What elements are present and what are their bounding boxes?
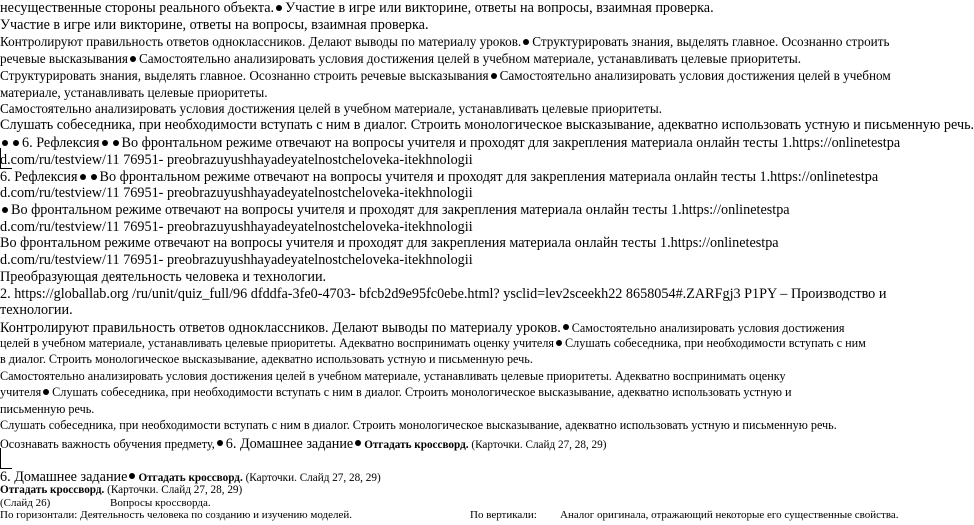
text: Слушать собеседника, при необходимости вступать с ним в диалог. Строить монологическое высказывание, адекватно использовать устную и письменную речь. (0, 418, 837, 432)
text-line (0, 498, 50, 509)
text-line (0, 386, 792, 398)
text: Контролируют правильность ответов одноклассников. Делают выводы по материалу уроков. (0, 34, 522, 49)
text: Участие в игре или викторине, ответы на вопросы, взаимная проверка. (285, 0, 714, 16)
text-line (0, 510, 352, 521)
text: несущественные стороны реального объекта. (0, 0, 275, 16)
text: речевые высказывания (0, 51, 128, 66)
text: Осознавать важность обучения предмету, (0, 437, 215, 451)
text: Самостоятельно анализировать условия достижения целей в учебном (499, 68, 891, 83)
text: Самостоятельно анализировать условия достижения целей в учебном материале, устанавливать целевые приоритеты. (0, 101, 663, 116)
bullet-icon (2, 207, 8, 213)
text-line (0, 69, 891, 82)
bullet-icon (355, 440, 361, 446)
bullet-icon (130, 56, 136, 62)
text-line (0, 370, 786, 382)
bullet-icon (217, 440, 223, 446)
bullet-icon (102, 140, 108, 146)
text-line (0, 353, 533, 365)
bullet-icon (129, 473, 135, 479)
text: Слушать собеседника, при необходимости вступать с ним в диалог. Строить монологическое высказывание, адекватно использовать устную и письменную речь. (0, 117, 974, 133)
text: 6. Домашнее задание (0, 469, 128, 485)
text-line (0, 320, 844, 336)
text-line (0, 1, 714, 15)
text: Слушать собеседника, при необходимости вступать с ним в диалог. Строить монологическое высказывание, адекватно использовать устную и (52, 385, 792, 399)
text: 2. https://globallab.org /ru/unit/quiz_full/96 dfddfa-3fe0-4703- bfcb2d9e95fc0ebe.html? ysclid=lev2sceekh22 8658054#.ZARFgj3 P1PY – Производство и (0, 286, 887, 302)
text: Участие в игре или викторине, ответы на вопросы, взаимная проверка. (0, 17, 429, 33)
text: Структурировать знания, выделять главное. Осознанно строить речевые высказывания (0, 68, 489, 83)
bullet-icon (563, 324, 569, 330)
text-line (0, 86, 268, 99)
text: Во фронтальном режиме отвечают на вопросы учителя и проходят для закрепления материала онлайн тесты 1.https://onlinetestpa (0, 235, 779, 251)
text: Отгадать кроссворд. (364, 439, 469, 451)
text: 6. Рефлексия (0, 169, 78, 185)
table-cell-corner (0, 148, 12, 169)
text-line (0, 337, 866, 349)
text-line (0, 485, 242, 496)
text-line (0, 270, 326, 284)
text: Отгадать кроссворд. (0, 484, 105, 496)
bullet-icon (523, 39, 529, 45)
text: технологии. (0, 302, 73, 318)
text: По вертикали: (470, 509, 537, 521)
text-line (0, 35, 890, 48)
text: d.com/ru/testview/11 76951- preobrazuyushhayadeyatelnostcheloveka-itekhnologii (0, 152, 473, 168)
bullet-icon (2, 140, 8, 146)
text: По горизонтали: Деятельность человека по созданию и изучению моделей. (0, 509, 353, 521)
text: в диалог. Строить монологическое высказывание, адекватно использовать устную и письменную речь. (0, 352, 533, 366)
text: Самостоятельно анализировать условия достижения целей в учебном материале, устанавливать целевые приоритеты. (139, 51, 802, 66)
bullet-icon (556, 340, 562, 346)
text: d.com/ru/testview/11 76951- preobrazuyushhayadeyatelnostcheloveka-itekhnologii (0, 252, 473, 268)
text: учителя (0, 385, 42, 399)
text-line (0, 203, 790, 217)
text-line (0, 118, 974, 132)
bullet-icon (276, 5, 282, 11)
text: Контролируют правильность ответов одноклассников. Делают выводы по материалу уроков. (0, 320, 561, 336)
text: Структурировать знания, выделять главное. Осознанно строить (532, 34, 890, 49)
text: Во фронтальном режиме отвечают на вопросы учителя и проходят для закрепления материала онлайн тесты 1.https://onlinetestpa (11, 202, 790, 218)
text-line (0, 303, 73, 317)
text-line (0, 18, 429, 32)
text-line (0, 136, 900, 150)
text-line (560, 510, 899, 521)
bullet-icon (491, 73, 497, 79)
text-line (0, 102, 662, 115)
text: Самостоятельно анализировать условия достижения (571, 321, 845, 335)
text: Во фронтальном режиме отвечают на вопросы учителя и проходят для закрепления материала онлайн тесты 1.https://onlinetestpa (121, 135, 901, 151)
text-line (0, 436, 606, 452)
text-line (0, 253, 473, 267)
text-line (0, 186, 473, 200)
bullet-icon (113, 140, 119, 146)
text: d.com/ru/testview/11 76951- preobrazuyushhayadeyatelnostcheloveka-itekhnologii (0, 219, 473, 235)
text-line (470, 510, 537, 521)
bullet-icon (13, 140, 19, 146)
text: 6. Домашнее задание (225, 436, 354, 452)
text: (Карточки. Слайд 27, 28, 29) (107, 484, 243, 496)
table-cell-corner (0, 448, 12, 469)
text: 6. Рефлексия (22, 135, 100, 151)
text: Аналог оригинала, отражающий некоторые его существенные свойства. (560, 509, 899, 521)
bullet-icon (43, 389, 49, 395)
text-line (0, 170, 878, 184)
text: письменную речь. (0, 402, 95, 416)
text-line (0, 469, 381, 485)
text: (Карточки. Слайд 27, 28, 29) (245, 472, 381, 484)
text-line (0, 419, 837, 431)
text-line (0, 52, 801, 65)
text-line (110, 498, 211, 509)
text: Отгадать кроссворд. (138, 472, 243, 484)
text: Вопросы кроссворда. (110, 497, 211, 509)
bullet-icon (80, 174, 86, 180)
text: (Слайд 26) (0, 497, 51, 509)
bullet-icon (91, 174, 97, 180)
text: Слушать собеседника, при необходимости вступать с ним (565, 336, 866, 350)
text-line (0, 236, 779, 250)
text: (Карточки. Слайд 27, 28, 29) (471, 439, 607, 451)
text-line (0, 220, 473, 234)
text-line (0, 153, 473, 167)
text-line (0, 403, 94, 415)
text: Преобразующая деятельность человека и технологии. (0, 269, 327, 285)
text: материале, устанавливать целевые приоритеты. (0, 85, 268, 100)
text: Во фронтальном режиме отвечают на вопросы учителя и проходят для закрепления материала онлайн тесты 1.https://onlinetestpa (99, 169, 879, 185)
text: Самостоятельно анализировать условия достижения целей в учебном материале, устанавливать целевые приоритеты. Адекватно воспринимать оценку (0, 369, 786, 383)
text-line (0, 287, 886, 301)
text: d.com/ru/testview/11 76951- preobrazuyushhayadeyatelnostcheloveka-itekhnologii (0, 185, 473, 201)
text: целей в учебном материале, устанавливать целевые приоритеты. Адекватно воспринимать оценку учителя (0, 336, 555, 350)
